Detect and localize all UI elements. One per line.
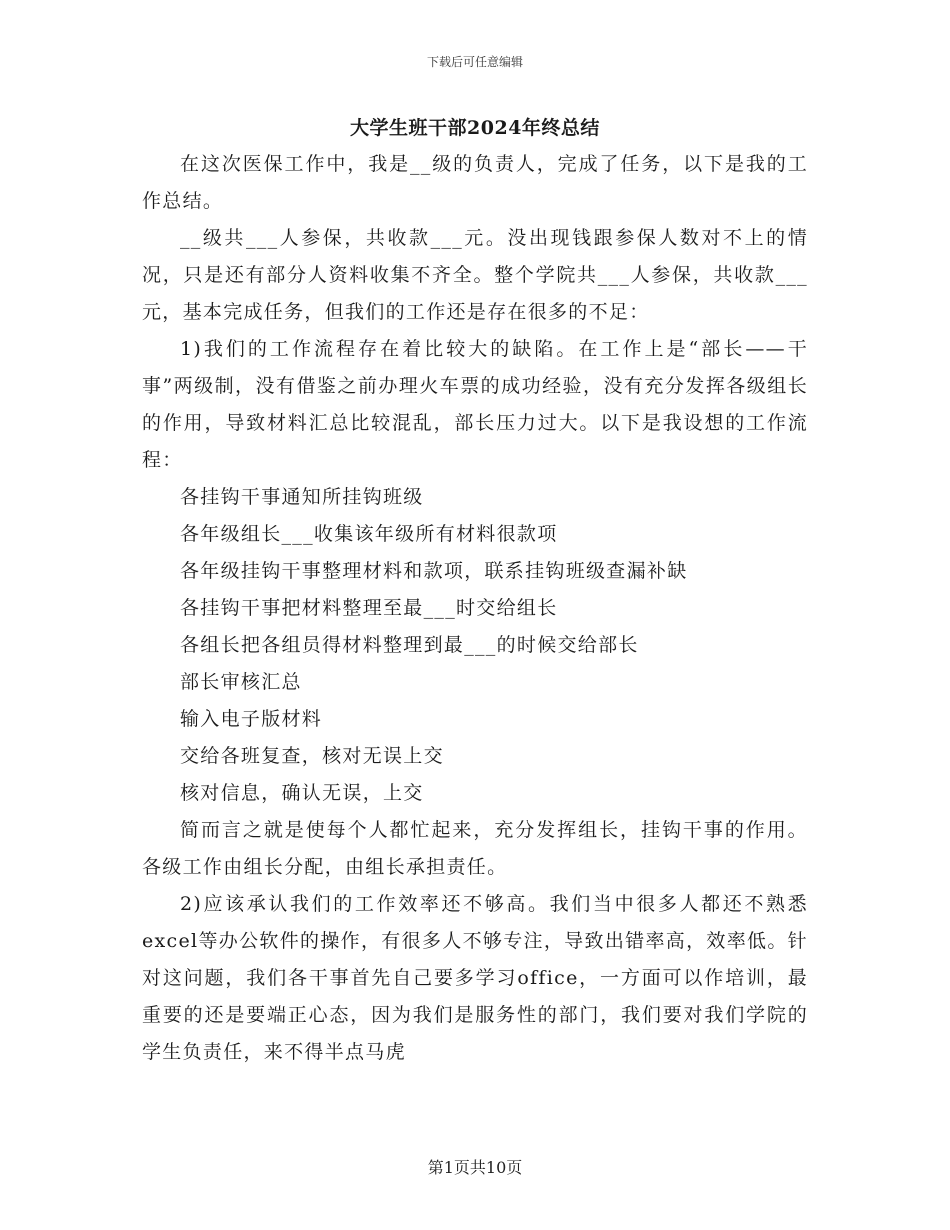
workflow-step: 各组长把各组员得材料整理到最___的时候交给部长 [180,634,639,656]
page-number-footer: 第1页共10页 [427,1158,523,1177]
document-body [142,146,808,1071]
workflow-step: 各年级组长___收集该年级所有材料很款项 [180,523,558,545]
document-title: 大学生班干部2024年终总结 [350,117,600,139]
workflow-step: 部长审核汇总 [180,671,302,693]
workflow-step-list [142,479,808,812]
workflow-step: 交给各班复查，核对无误上交 [180,745,444,767]
workflow-step: 核对信息，确认无误，上交 [180,782,424,804]
paragraph-efficiency-issue: 2)应该承认我们的工作效率还不够高。我们当中很多人都还不熟悉excel等办公软件的操作，有很多人不够专注，导致出错率高，效率低。针对这问题，我们各干事首先自己要多学习office，一方面可以作培训，最重要的还是要端正心态，因为我们是服务性的部门，我们要对我们学院的学生负责任，来不得半点马虎 [142,893,808,1063]
workflow-step: 各年级挂钩干事整理材料和款项，联系挂钩班级查漏补缺 [180,560,688,582]
workflow-step: 各挂钩干事把材料整理至最___时交给组长 [180,597,558,619]
workflow-step: 各挂钩干事通知所挂钩班级 [180,486,424,508]
paragraph-intro: 在这次医保工作中，我是__级的负责人，完成了任务，以下是我的工作总结。 [142,153,808,212]
workflow-step: 输入电子版材料 [180,708,323,730]
paragraph-summary: 简而言之就是使每个人都忙起来，充分发挥组长，挂钩干事的作用。各级工作由组长分配，由组长承担责任。 [142,819,808,878]
paragraph-enrollment: __级共___人参保，共收款___元。没出现钱跟参保人数对不上的情况，只是还有部分人资料收集不齐全。整个学院共___人参保，共收款___元，基本完成任务，但我们的工作还是存在很多的不足： [142,227,808,323]
header-note: 下载后可任意编辑 [426,55,523,69]
paragraph-workflow-issue: 1)我们的工作流程存在着比较大的缺陷。在工作上是“部长——干事”两级制，没有借鉴之前办理火车票的成功经验，没有充分发挥各级组长的作用，导致材料汇总比较混乱，部长压力过大。以下是我设想的工作流程： [142,338,808,471]
